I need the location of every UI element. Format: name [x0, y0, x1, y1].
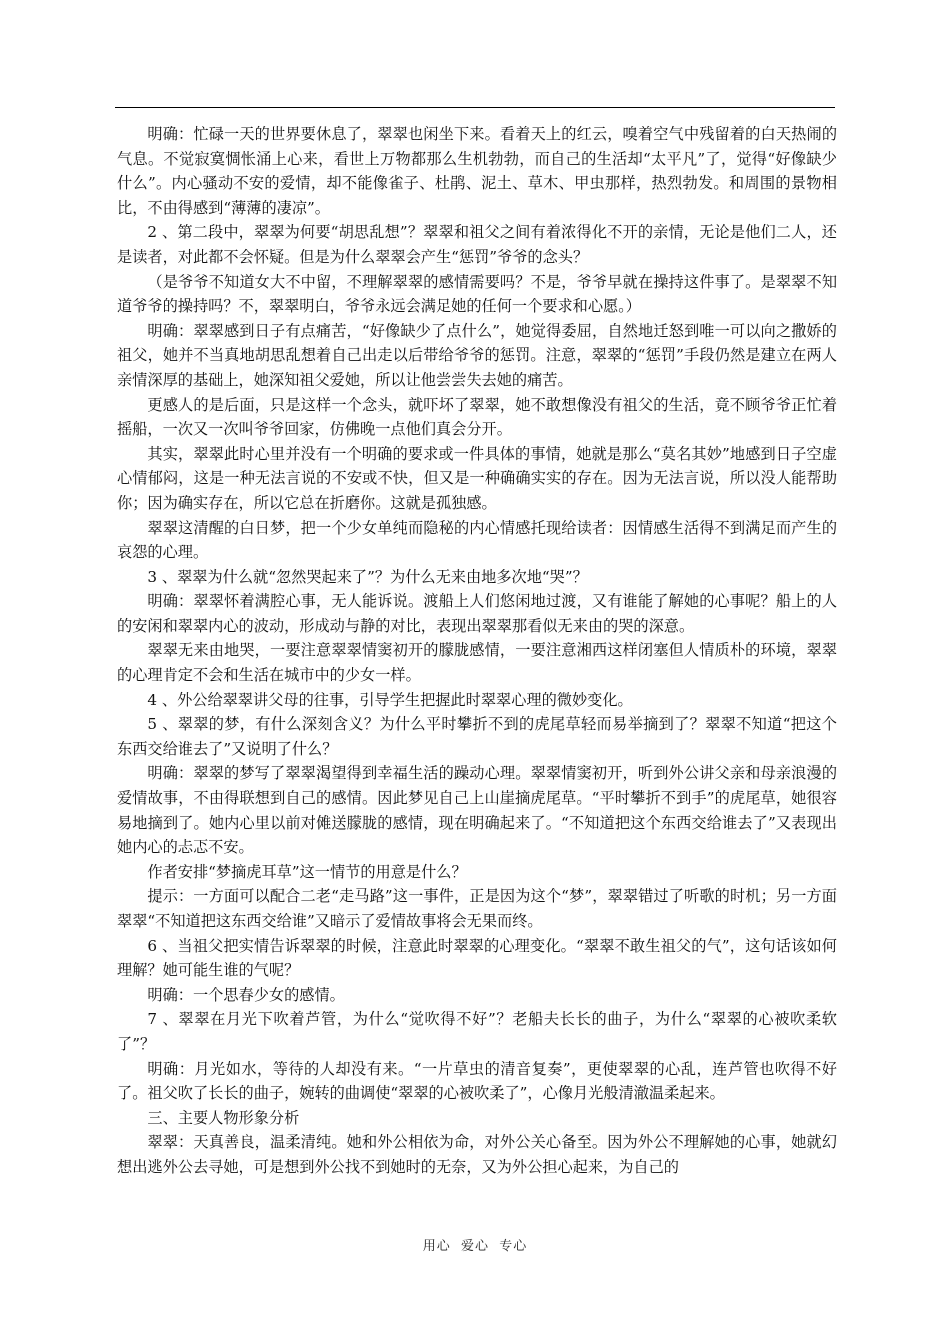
paragraph: 更感人的是后面，只是这样一个念头，就吓坏了翠翠，她不敢想像没有祖父的生活，竟不顾爷爷正忙着摇船，一次又一次叫爷爷回家，仿佛晚一点他们真会分开。 [117, 395, 837, 439]
question-heading: 5 、翠翠的梦，有什么深刻含义？为什么平时攀折不到的虎尾草轻而易举摘到了？翠翠不知道“把这个东西交给谁去了”又说明了什么？ [117, 715, 837, 758]
question-heading: 4 、外公给翠翠讲父母的往事，引导学生把握此时翠翠心理的微妙变化。 [147, 690, 633, 709]
paragraph: 明确：一个思春少女的感情。 [147, 985, 345, 1004]
paragraph: 其实，翠翠此时心里并没有一个明确的要求或一件具体的事情，她就是那么“莫名其妙”地感到日子空虚心情郁闷，这是一种无法言说的不安或不快，但又是一种确确实实的存在。因为无法言说，所以没人能帮助你；因为确实存在，所以它总在折磨你。这就是孤独感。 [117, 444, 837, 512]
paragraph: 翠翠这清醒的白日梦，把一个少女单纯而隐秘的内心情感托现给读者：因情感生活得不到满足而产生的哀怨的心理。 [117, 518, 837, 562]
document-body [117, 122, 837, 1180]
paragraph: 2 、第二段中，翠翠为何要“胡思乱想”？翠翠和祖父之间有着浓得化不开的亲情，无论是他们二人，还是读者，对此都不会怀疑。但是为什么翠翠会产生“惩罚”爷爷的念头？ [117, 223, 837, 266]
paragraph: 明确：月光如水，等待的人却没有来。“一片草虫的清音复奏”，更使翠翠的心乱，连芦管也吹得不好了。祖父吹了长长的曲子，婉转的曲调使“翠翠的心被吹柔了”，心像月光般清澈温柔起来。 [117, 1059, 837, 1103]
paragraph: （是爷爷不知道女大不中留，不理解翠翠的感情需要吗？不是，爷爷早就在操持这件事了。是翠翠不知道爷爷的操持吗？不，翠翠明白，爷爷永远会满足她的任何一个要求和心愿。） [117, 272, 837, 316]
paragraph: 提示：一方面可以配合二老“走马路”这一事件，正是因为这个“梦”，翠翠错过了听歌的时机；另一方面翠翠“不知道把这东西交给谁”又暗示了爱情故事将会无果而终。 [117, 887, 837, 930]
page-footer: 用心 爱心 专心 [422, 1239, 528, 1254]
header-rule [115, 107, 835, 108]
paragraph: 明确：翠翠感到日子有点痛苦，“好像缺少了点什么”，她觉得委屈，自然地迁怒到唯一可以向之撒娇的祖父，她并不当真地胡思乱想着自己出走以后带给爷爷的惩罚。注意，翠翠的“惩罚”手段仍然是建立在两人亲情深厚的基础上，她深知祖父爱她，所以让他尝尝失去她的痛苦。 [117, 321, 837, 389]
paragraph: 明确：翠翠怀着满腔心事，无人能诉说。渡船上人们悠闲地过渡，又有谁能了解她的心事呢？船上的人的安闲和翠翠内心的波动，形成动与静的对比，表现出翠翠那看似无来由的哭的深意。 [117, 592, 837, 635]
paragraph: 明确：忙碌一天的世界要休息了，翠翠也闲坐下来。看着天上的红云，嗅着空气中残留着的白天热闹的气息。不觉寂寞惆怅涌上心来，看世上万物都那么生机勃勃，而自己的生活却“太平凡”了，觉得“好像缺少什么”。内心骚动不安的爱情，却不能像雀子、杜鹃、泥土、草木、甲虫那样，热烈勃发。和周围的景物相比，不由得感到“薄薄的凄凉”。 [117, 125, 837, 217]
paragraph: 作者安排“梦摘虎耳草”这一情节的用意是什么？ [147, 862, 467, 881]
paragraph: 明确：翠翠的梦写了翠翠渴望得到幸福生活的躁动心理。翠翠情窦初开，听到外公讲父亲和母亲浪漫的爱情故事，不由得联想到自己的感情。因此梦见自己上山崖摘虎尾草。“平时攀折不到手”的虎尾草，她很容易地摘到了。她内心里以前对傩送朦胧的感情，现在明确起来了。“不知道把这个东西交给谁去了”又表现出她内心的忐忑不安。 [117, 764, 837, 857]
paragraph: 翠翠：天真善良，温柔清纯。她和外公相依为命，对外公关心备至。因为外公不理解她的心事，她就幻想出逃外公去寻她，可是想到外公找不到她时的无奈，又为外公担心起来，为自己的 [117, 1133, 837, 1176]
paragraph: 翠翠无来由地哭，一要注意翠翠情窦初开的朦胧感情，一要注意湘西这样闭塞但人情质朴的环境，翠翠的心理肯定不会和生活在城市中的少女一样。 [117, 641, 837, 685]
question-heading: 3 、翠翠为什么就“忽然哭起来了”？为什么无来由地多次地“哭”？ [147, 567, 588, 586]
section-heading: 三、主要人物形象分析 [147, 1108, 300, 1127]
question-heading: 7 、翠翠在月光下吹着芦管，为什么“觉吹得不好”？老船夫长长的曲子，为什么“翠翠的心被吹柔软了”？ [117, 1010, 837, 1053]
question-heading: 6 、当祖父把实情告诉翠翠的时候，注意此时翠翠的心理变化。“翠翠不敢生祖父的气”，这句话该如何理解？她可能生谁的气呢？ [117, 936, 837, 980]
